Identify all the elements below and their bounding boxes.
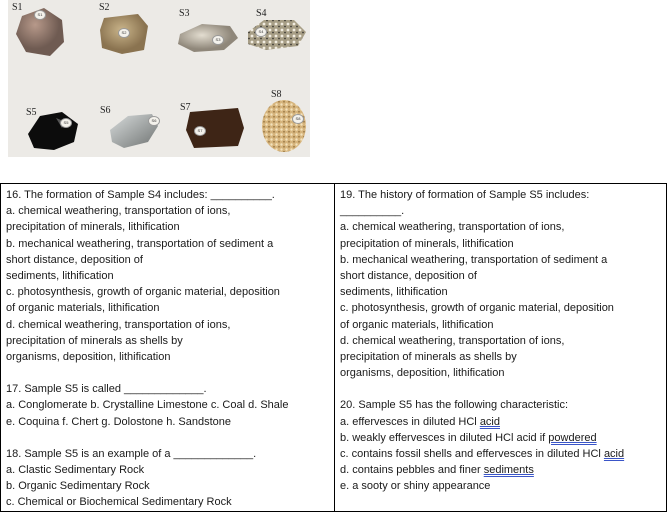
- q18-option-b: b. Organic Sedimentary Rock: [6, 480, 150, 493]
- question-17: [1, 381, 334, 430]
- q19-stem: 19. The history of formation of Sample S5 includes:: [340, 189, 590, 201]
- q17-stem: 17. Sample S5 is called _____________.: [6, 383, 207, 396]
- left-column: [1, 184, 335, 512]
- q16-option-a-cont: precipitation of minerals, lithification: [6, 221, 180, 234]
- q18-option-a: a. Clastic Sedimentary Rock: [6, 464, 145, 477]
- q20-option-c: [340, 446, 661, 462]
- q18-stem: 18. Sample S5 is an example of a _____________.: [6, 447, 257, 460]
- q20-option-a-underlined: acid: [479, 415, 500, 428]
- sample-label-s5: S5: [26, 107, 37, 118]
- q18-option-c: c. Chemical or Biochemical Sedimentary Rock: [6, 496, 232, 509]
- q19-blank: __________.: [340, 205, 405, 218]
- sample-tag-s4: S4: [255, 27, 267, 37]
- q17-options-line-1: a. Conglomerate b. Crystalline Limestone c. Coal d. Shale: [6, 399, 289, 412]
- q20-option-b-text: b. weakly effervesces in diluted HCl acid if: [340, 431, 549, 444]
- right-column: [335, 184, 667, 512]
- q17-options-line-2: e. Coquina f. Chert g. Dolostone h. Sandstone: [6, 415, 232, 428]
- sample-label-s8: S8: [271, 89, 282, 100]
- q20-option-a-text: a. effervesces in diluted HCl: [340, 415, 480, 428]
- q16-option-a: a. chemical weathering, transportation of ions,: [6, 205, 231, 218]
- q19-option-d: d. chemical weathering, transportation of ions,: [340, 334, 565, 347]
- q20-stem: 20. Sample S5 has the following characteristic:: [340, 399, 569, 412]
- q16-option-c: c. photosynthesis, growth of organic material, deposition: [6, 286, 280, 299]
- sample-tag-s8: S8: [292, 114, 304, 124]
- sample-tag-s3: S3: [212, 35, 224, 45]
- q19-option-a: a. chemical weathering, transportation of ions,: [340, 221, 565, 234]
- q19-option-a-cont: precipitation of minerals, lithification: [340, 237, 514, 250]
- q16-option-b: b. mechanical weathering, transportation of sediment a: [6, 237, 274, 250]
- q16-option-d-cont2: organisms, deposition, lithification: [6, 351, 171, 364]
- sample-tag-s2: S2: [118, 28, 130, 38]
- q19-option-d-cont2: organisms, deposition, lithification: [340, 367, 505, 380]
- sample-tag-s1: S1: [34, 10, 46, 20]
- q20-option-d-text: d. contains pebbles and finer: [340, 464, 484, 477]
- q16-option-d-cont: precipitation of minerals as shells by: [6, 334, 183, 347]
- sample-tag-s5: S5: [60, 118, 72, 128]
- q19-option-b: b. mechanical weathering, transportation of sediment a: [340, 253, 608, 266]
- sample-label-s3: S3: [179, 8, 190, 19]
- sample-label-s4: S4: [256, 8, 267, 19]
- rock-sample-s7: [184, 106, 246, 150]
- q20-option-e: e. a sooty or shiny appearance: [340, 480, 491, 493]
- sample-tag-s7: S7: [194, 126, 206, 136]
- rock-sample-s8: [260, 98, 308, 154]
- sample-label-s7: S7: [180, 102, 191, 113]
- q20-option-d: [340, 462, 661, 478]
- q20-option-b: [340, 430, 661, 446]
- rock-sample-s4: [244, 16, 308, 52]
- q16-stem: 16. The formation of Sample S4 includes: __________.: [6, 189, 275, 201]
- sample-label-s2: S2: [99, 2, 110, 13]
- question-18: [1, 446, 334, 511]
- sample-label-s6: S6: [100, 105, 111, 116]
- rock-samples-photo: [8, 0, 310, 157]
- q19-option-d-cont: precipitation of minerals as shells by: [340, 351, 517, 364]
- q16-option-d: d. chemical weathering, transportation of ions,: [6, 318, 231, 331]
- q19-option-c: c. photosynthesis, growth of organic material, deposition: [340, 302, 614, 315]
- q16-option-c-cont: of organic materials, lithification: [6, 302, 160, 315]
- q16-option-b-cont2: sediments, lithification: [6, 270, 114, 283]
- q20-option-a: [340, 414, 661, 430]
- rock-sample-s5: [26, 110, 80, 152]
- question-16: [1, 184, 334, 365]
- question-19: [335, 184, 666, 381]
- q19-option-b-cont2: sediments, lithification: [340, 286, 448, 299]
- q20-option-c-underlined: acid: [603, 448, 625, 461]
- q19-option-c-cont: of organic materials, lithification: [340, 318, 494, 331]
- q20-option-b-underlined: powdered: [548, 431, 597, 444]
- question-20: [335, 397, 666, 494]
- sample-tag-s6: S6: [148, 116, 160, 126]
- q16-option-b-cont: short distance, deposition of: [6, 253, 143, 266]
- questions-table: [0, 183, 667, 512]
- rock-sample-s3: [176, 20, 240, 54]
- q19-option-b-cont: short distance, deposition of: [340, 270, 477, 283]
- q20-option-d-underlined: sediments: [483, 464, 534, 477]
- q20-option-c-text: c. contains fossil shells and effervesces in diluted HCl: [340, 448, 604, 461]
- sample-label-s1: S1: [12, 2, 23, 13]
